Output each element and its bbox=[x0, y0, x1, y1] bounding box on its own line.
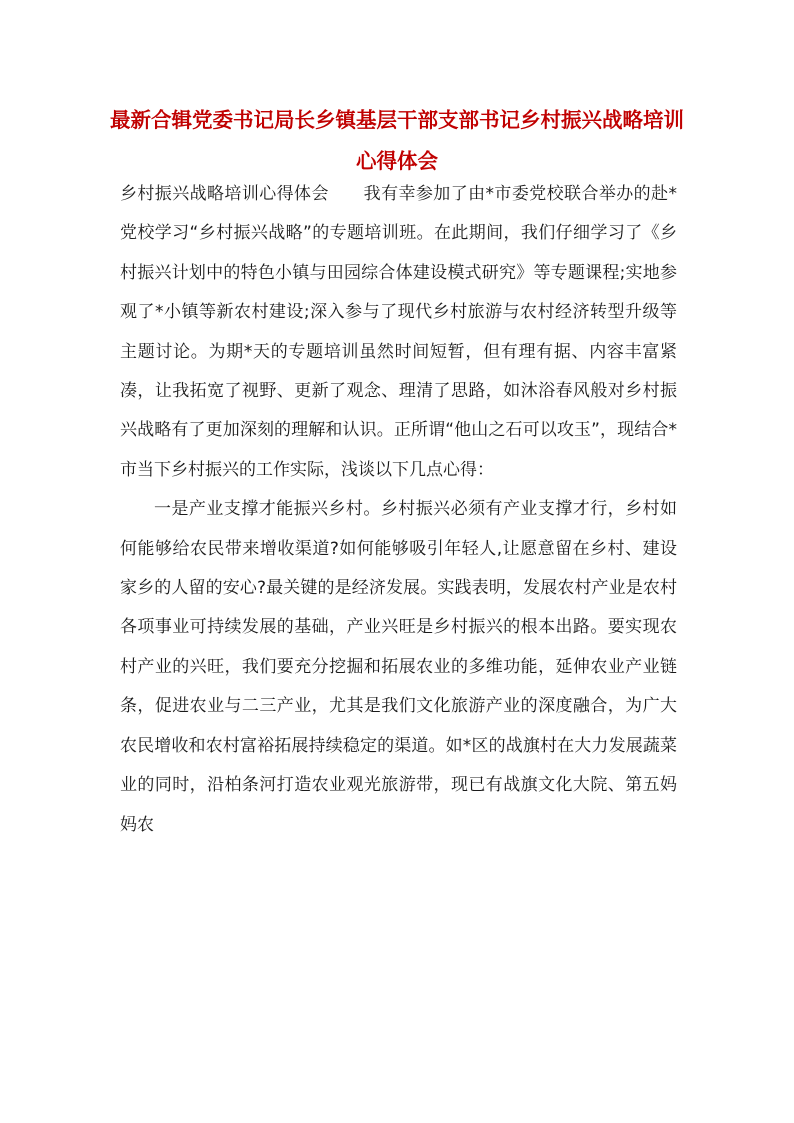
document-title: 最新合辑党委书记局长乡镇基层干部支部书记乡村振兴战略培训心得体会 bbox=[110, 108, 684, 173]
paragraph-intro: 乡村振兴战略培训心得体会 我有幸参加了由*市委党校联合举办的赴*党校学习“乡村振兴战略”的专题培训班。在此期间，我们仔细学习了《乡村振兴计划中的特色小镇与田园综合体建设模式研究》等专题课程;实地参观了*小镇等新农村建设;深入参与了现代乡村旅游与农村经济转型升级等主题讨论。为期*天的专题培训虽然时间短暂，但有理有据、内容丰富紧凑，让我拓宽了视野、更新了观念、理清了思路，如沐浴春风般对乡村振兴战略有了更加深刻的理解和认识。正所谓“他山之石可以攻玉”，现结合*市当下乡村振兴的工作实际，浅谈以下几点心得： bbox=[120, 184, 677, 480]
document-body bbox=[120, 175, 677, 845]
paragraph-industry-support: 一是产业支撑才能振兴乡村。乡村振兴必须有产业支撑才行，乡村如何能够给农民带来增收渠道?如何能够吸引年轻人,让愿意留在乡村、建设家乡的人留的安心?最关键的是经济发展。实践表明，发展农村产业是农村各项事业可持续发展的基础，产业兴旺是乡村振兴的根本出路。要实现农村产业的兴旺，我们要充分挖掘和拓展农业的多维功能，延伸农业产业链条，促进农业与二三产业，尤其是我们文化旅游产业的深度融合，为广大农民增收和农村富裕拓展持续稳定的渠道。如*区的战旗村在大力发展蔬菜业的同时，沿柏条河打造农业观光旅游带，现已有战旗文化大院、第五妈妈农 bbox=[120, 499, 677, 835]
